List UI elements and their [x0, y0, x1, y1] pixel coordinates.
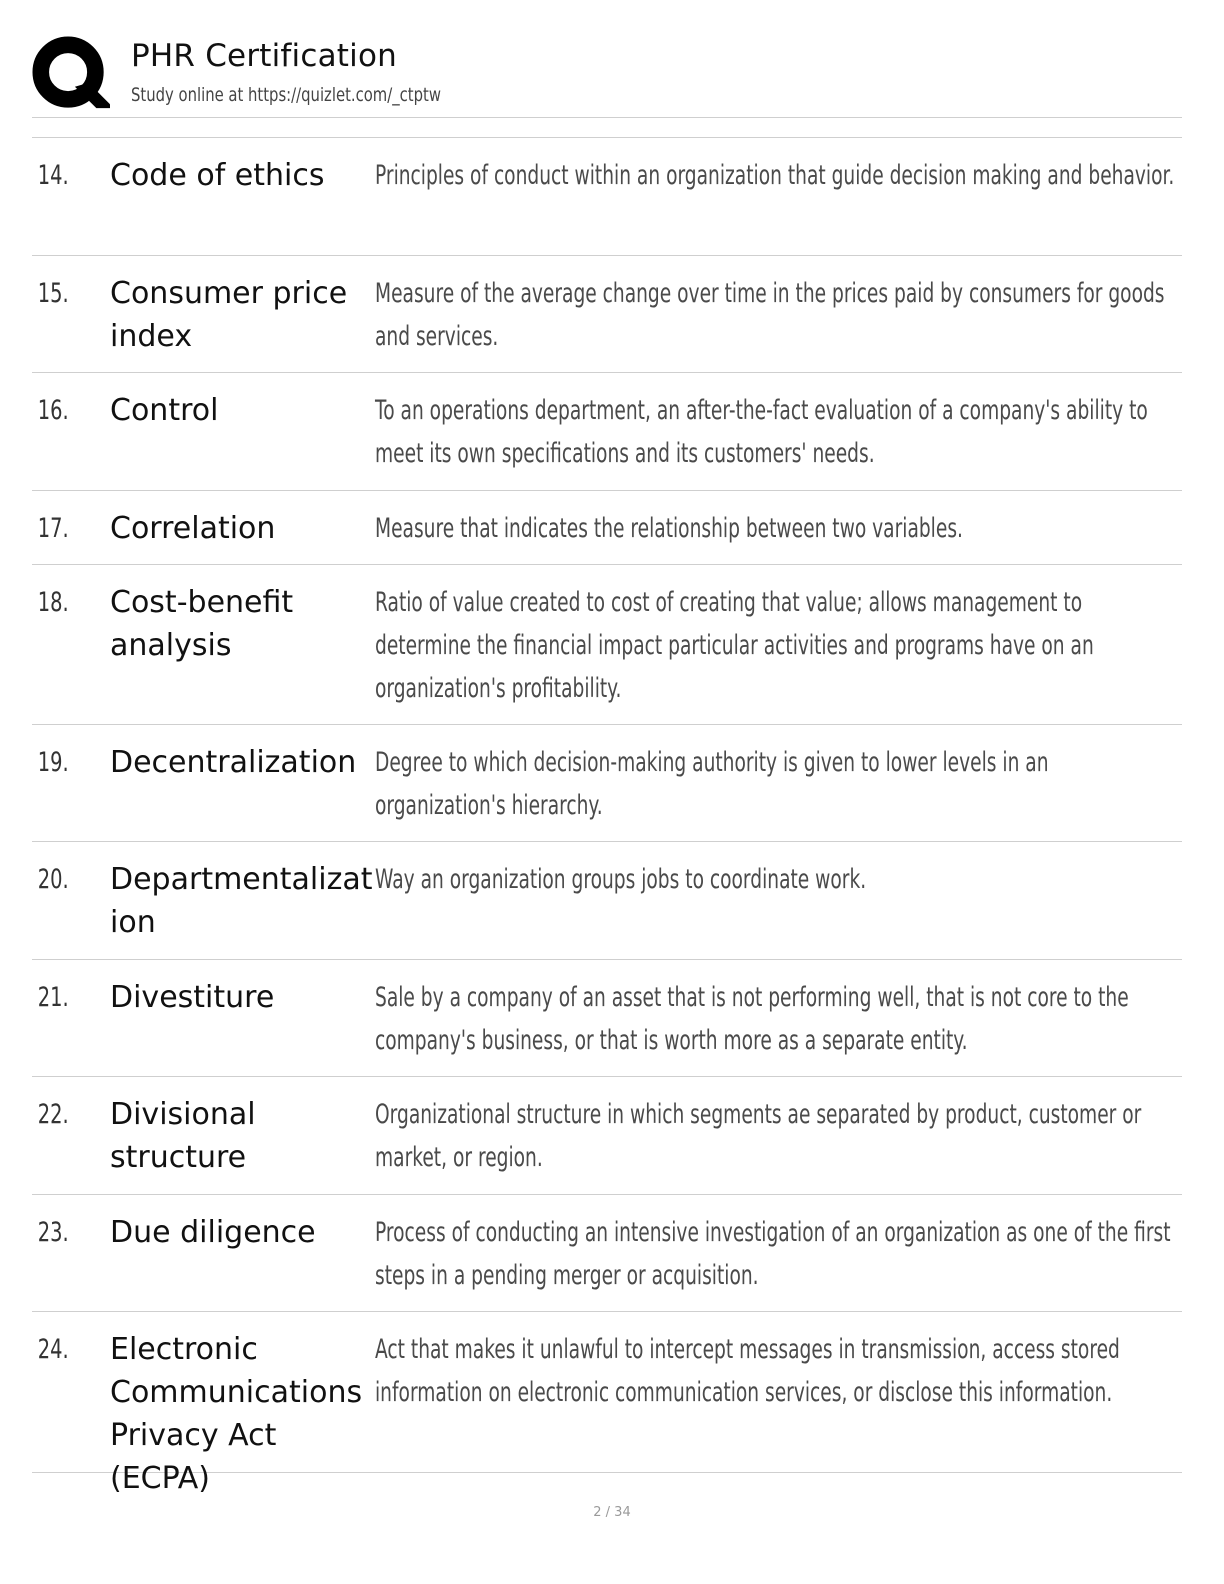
flashcard-row [32, 1312, 1182, 1496]
card-number: 16. [37, 395, 69, 426]
card-term: Consumer price index [110, 276, 348, 354]
page-indicator: 2 / 34 [593, 1505, 631, 1520]
card-term: Divisional structure [110, 1097, 256, 1175]
card-term: Decentralization [110, 745, 357, 780]
study-online-link[interactable]: Study online at https://quizlet.com/_ctptw [131, 84, 441, 106]
card-definition: Measure of the average change over time in the prices paid by consumers for goods and services. [375, 278, 1165, 352]
flashcard-row [32, 1195, 1182, 1312]
card-term: Control [110, 393, 219, 428]
card-number: 20. [37, 864, 69, 895]
flashcard-row [32, 373, 1182, 491]
header-divider [32, 117, 1182, 118]
card-term: Correlation [110, 511, 276, 546]
flashcard-list [32, 138, 1182, 1496]
card-definition: Sale by a company of an asset that is not performing well, that is not core to the company's business, or that is worth more as a separate entity. [375, 982, 1129, 1056]
card-term: Code of ethics [110, 158, 325, 193]
card-definition: Principles of conduct within an organization that guide decision making and behavior. [375, 160, 1175, 191]
flashcard-row [32, 491, 1182, 565]
card-definition: Way an organization groups jobs to coordinate work. [375, 864, 867, 895]
flashcard-row [32, 138, 1182, 256]
card-number: 14. [37, 160, 69, 191]
card-term: Cost-benefit analysis [110, 585, 294, 663]
card-definition: Act that makes it unlawful to intercept messages in transmission, access stored information on electronic communication services, or disclose this information. [375, 1334, 1120, 1408]
card-definition: Organizational structure in which segments ae separated by product, customer or market, or region. [375, 1099, 1142, 1173]
card-number: 21. [37, 982, 69, 1013]
card-number: 15. [37, 278, 69, 309]
flashcard-row [32, 1077, 1182, 1195]
flashcard-row [32, 842, 1182, 960]
card-number: 17. [37, 513, 69, 544]
card-term: Departmentalization [110, 862, 373, 940]
page-header [32, 32, 1182, 116]
card-number: 24. [37, 1334, 69, 1365]
card-definition: To an operations department, an after-the-fact evaluation of a company's ability to meet its own specifications and its customers' needs. [375, 395, 1148, 469]
flashcard-row [32, 725, 1182, 842]
flashcard-row [32, 256, 1182, 373]
card-definition: Measure that indicates the relationship between two variables. [375, 513, 963, 544]
page-title: PHR Certification [131, 38, 397, 74]
card-term: Due diligence [110, 1215, 316, 1250]
card-definition: Process of conducting an intensive investigation of an organization as one of the first steps in a pending merger or acquisition. [375, 1217, 1171, 1291]
card-number: 19. [37, 747, 69, 778]
card-definition: Ratio of value created to cost of creating that value; allows management to determine the financial impact particular activities and programs have on an organization's profitability. [375, 587, 1094, 704]
card-number: 22. [37, 1099, 69, 1130]
card-definition: Degree to which decision-making authority is given to lower levels in an organization's hierarchy. [375, 747, 1049, 821]
quizlet-logo-icon [32, 36, 110, 114]
flashcard-row [32, 565, 1182, 725]
card-number: 18. [37, 587, 69, 618]
card-term: Electronic Communications Privacy Act (ECPA) [110, 1332, 363, 1496]
card-term: Divestiture [110, 980, 275, 1015]
card-number: 23. [37, 1217, 69, 1248]
flashcard-row [32, 960, 1182, 1077]
